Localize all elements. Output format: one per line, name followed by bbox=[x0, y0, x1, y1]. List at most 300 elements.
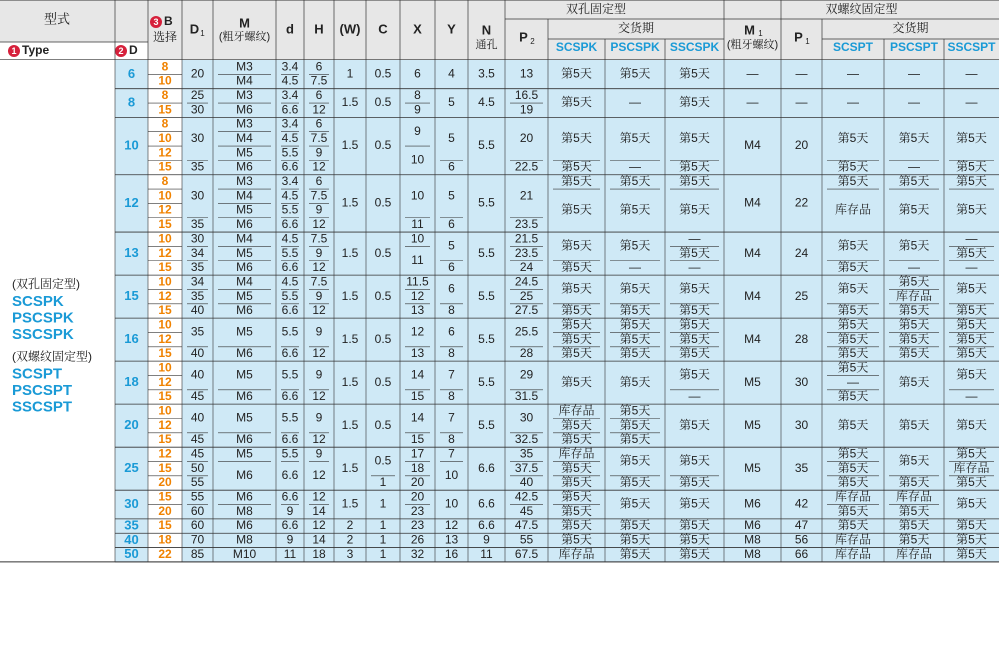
cell-Y: 10 bbox=[444, 496, 459, 511]
b-value: 10 bbox=[158, 274, 172, 289]
b-value: 15 bbox=[158, 159, 172, 174]
cell-N: 5.5 bbox=[478, 374, 495, 389]
cell-Y: 6 bbox=[448, 324, 455, 339]
header-w: (W) bbox=[339, 21, 361, 37]
cell-P1: 47 bbox=[794, 518, 809, 533]
cell-t3: 第5天 bbox=[956, 317, 987, 332]
type-text: SCSPT bbox=[12, 365, 63, 383]
cell-P1: — bbox=[795, 95, 808, 110]
cell-k3: 第5天 bbox=[679, 95, 710, 110]
cell-k1: 第5天 bbox=[561, 95, 592, 110]
cell-P1: 20 bbox=[794, 138, 809, 153]
cell-D1: 35 bbox=[190, 260, 205, 275]
cell-t3: 库存品 bbox=[953, 460, 990, 475]
cell-k1: 库存品 bbox=[558, 546, 595, 561]
cell-N: 5.5 bbox=[478, 195, 495, 210]
b-value: 12 bbox=[158, 331, 172, 346]
cell-M: M4 bbox=[236, 231, 253, 246]
cell-X: 23 bbox=[410, 503, 425, 518]
cell-D1: 45 bbox=[190, 389, 205, 404]
cell-M: M6 bbox=[236, 389, 253, 404]
d-value: 35 bbox=[124, 517, 139, 533]
cell-Y: 5 bbox=[448, 188, 455, 203]
cell-k2: 第5天 bbox=[619, 238, 651, 253]
b-value: 12 bbox=[158, 288, 172, 303]
cell-d: 5.5 bbox=[281, 324, 299, 339]
cell-k1: 第5天 bbox=[561, 374, 592, 389]
cell-k2: 第5天 bbox=[619, 417, 651, 432]
cell-M1: M5 bbox=[744, 374, 761, 389]
cell-X: 15 bbox=[410, 432, 425, 447]
cell-k2: 第5天 bbox=[619, 496, 651, 511]
b-value: 15 bbox=[158, 260, 172, 275]
cell-H: 12 bbox=[312, 159, 326, 174]
d-value: 15 bbox=[124, 288, 139, 304]
cell-M: M4 bbox=[236, 131, 253, 146]
cell-Y: 6 bbox=[448, 281, 455, 296]
cell-D1: 35 bbox=[190, 288, 205, 303]
cell-X: 13 bbox=[410, 346, 425, 361]
cell-X: 20 bbox=[410, 489, 425, 504]
header-h: H bbox=[314, 21, 324, 37]
cell-t3: — bbox=[965, 95, 978, 110]
cell-P2: 67.5 bbox=[514, 546, 539, 561]
header-p1-sub: 1 bbox=[805, 37, 810, 47]
cell-t2: 第5天 bbox=[898, 518, 930, 533]
cell-Y: 16 bbox=[444, 546, 459, 561]
cell-Y: 4 bbox=[448, 66, 455, 81]
cell-Y: 6 bbox=[448, 217, 455, 232]
cell-H: 7.5 bbox=[310, 131, 328, 146]
cell-t1: 库存品 bbox=[834, 202, 872, 217]
b-value: 15 bbox=[158, 217, 172, 232]
header-d-label: D bbox=[129, 43, 138, 58]
header-pscspk: PSCSPK bbox=[610, 40, 660, 55]
cell-M1: M8 bbox=[744, 532, 761, 547]
b-value: 15 bbox=[158, 102, 172, 117]
cell-P1: 30 bbox=[794, 374, 809, 389]
b-value: 8 bbox=[161, 59, 169, 74]
cell-C: 0.5 bbox=[374, 195, 392, 210]
cell-C: 0.5 bbox=[374, 288, 392, 303]
cell-d: 9 bbox=[286, 532, 294, 547]
cell-N: 5.5 bbox=[478, 331, 495, 346]
cell-t3: 第5天 bbox=[956, 367, 987, 382]
cell-t1: 第5天 bbox=[837, 331, 869, 346]
b-value: 12 bbox=[158, 145, 172, 160]
cell-C: 0.5 bbox=[374, 95, 392, 110]
cell-M: M6 bbox=[236, 102, 253, 117]
cell-W: 3 bbox=[346, 546, 354, 561]
cell-t1: 第5天 bbox=[837, 317, 869, 332]
cell-P2: 32.5 bbox=[514, 432, 539, 447]
type-text: SSCSPT bbox=[12, 398, 73, 416]
cell-M: M6 bbox=[236, 432, 253, 447]
cell-H: 12 bbox=[312, 389, 326, 404]
cell-H: 6 bbox=[315, 59, 323, 74]
cell-t1: 第5天 bbox=[837, 518, 869, 533]
cell-t2: 第5天 bbox=[898, 202, 930, 217]
cell-W: 1.5 bbox=[341, 460, 359, 475]
header-type-label: Type bbox=[22, 43, 50, 58]
cell-H: 9 bbox=[315, 446, 323, 461]
cell-P2: 37.5 bbox=[514, 460, 539, 475]
header-section-hole: 双孔固定型 bbox=[565, 2, 627, 17]
type-text: SSCSPK bbox=[12, 325, 74, 343]
cell-k3: 第5天 bbox=[679, 453, 710, 468]
b-value: 15 bbox=[158, 432, 172, 447]
cell-D1: 40 bbox=[190, 346, 205, 361]
cell-H: 12 bbox=[312, 303, 326, 318]
cell-k3: 第5天 bbox=[679, 202, 710, 217]
cell-k1: 第5天 bbox=[561, 417, 592, 432]
cell-Y: 13 bbox=[444, 532, 459, 547]
cell-k1: 第5天 bbox=[561, 202, 592, 217]
cell-M: M3 bbox=[236, 116, 253, 131]
cell-d: 6.6 bbox=[281, 468, 299, 483]
cell-M1: M5 bbox=[744, 460, 761, 475]
cell-t1: — bbox=[847, 66, 859, 81]
cell-t1: 第5天 bbox=[837, 131, 869, 146]
cell-k2: — bbox=[629, 95, 641, 110]
b-value: 8 bbox=[161, 88, 169, 103]
cell-k2: 第5天 bbox=[619, 432, 651, 447]
b-value: 12 bbox=[158, 446, 172, 461]
type-text: (双孔固定型) bbox=[12, 277, 80, 292]
cell-Y: 5 bbox=[448, 95, 455, 110]
d-value: 6 bbox=[127, 65, 136, 81]
cell-d: 4.5 bbox=[281, 131, 299, 146]
cell-C: 0.5 bbox=[374, 417, 392, 432]
cell-t3: 第5天 bbox=[956, 331, 987, 346]
cell-k3: 第5天 bbox=[679, 518, 710, 533]
cell-M: M6 bbox=[236, 346, 253, 361]
header-d1: D bbox=[189, 21, 200, 37]
cell-t2: 第5天 bbox=[898, 317, 930, 332]
cell-P1: 30 bbox=[794, 417, 809, 432]
cell-k1: 第5天 bbox=[561, 432, 592, 447]
cell-P1: 22 bbox=[794, 195, 809, 210]
cell-d: 3.4 bbox=[281, 59, 299, 74]
header-section-thread: 双螺纹固定型 bbox=[825, 2, 898, 17]
cell-D1: 55 bbox=[190, 489, 205, 504]
cell-t1: 第5天 bbox=[837, 346, 869, 361]
header-scspt: SCSPT bbox=[832, 40, 874, 55]
cell-t3: 第5天 bbox=[956, 546, 987, 561]
cell-C: 0.5 bbox=[374, 138, 392, 153]
cell-W: 1.5 bbox=[341, 374, 359, 389]
cell-d: 9 bbox=[286, 503, 294, 518]
cell-M: M5 bbox=[236, 410, 253, 425]
cell-d: 6.6 bbox=[281, 518, 299, 533]
cell-t1: 第5天 bbox=[837, 417, 869, 432]
cell-Y: 8 bbox=[448, 432, 455, 447]
cell-N: 5.5 bbox=[478, 417, 495, 432]
type-text: PSCSPK bbox=[12, 309, 74, 327]
cell-k2: 第5天 bbox=[619, 281, 651, 296]
cell-M1: — bbox=[746, 66, 759, 81]
cell-d: 5.5 bbox=[281, 288, 299, 303]
b-value: 12 bbox=[158, 245, 172, 260]
header-m1-sub: 1 bbox=[758, 29, 763, 39]
cell-M1: M4 bbox=[744, 288, 761, 303]
cell-M: M4 bbox=[236, 73, 253, 88]
cell-k1: 第5天 bbox=[561, 238, 592, 253]
cell-k1: 第5天 bbox=[561, 532, 592, 547]
b-value: 10 bbox=[158, 231, 172, 246]
cell-M1: M8 bbox=[744, 546, 761, 561]
cell-t3: 第5天 bbox=[956, 174, 987, 189]
header-m1-note: (粗牙螺纹) bbox=[726, 38, 779, 51]
cell-d: 6.6 bbox=[281, 217, 299, 232]
cell-d: 5.5 bbox=[281, 410, 299, 425]
cell-P2: 30 bbox=[519, 410, 534, 425]
cell-Y: 6 bbox=[448, 159, 455, 174]
cell-d: 6.6 bbox=[281, 260, 299, 275]
cell-k3: 第5天 bbox=[679, 303, 710, 318]
d-value: 25 bbox=[124, 460, 139, 476]
header-c: C bbox=[378, 21, 388, 37]
cell-t2: — bbox=[908, 66, 920, 81]
cell-t3: — bbox=[965, 66, 978, 81]
type-text: SCSPK bbox=[12, 292, 64, 310]
cell-M: M6 bbox=[236, 303, 253, 318]
cell-H: 12 bbox=[312, 468, 326, 483]
cell-M: M4 bbox=[236, 188, 253, 203]
cell-k1: 第5天 bbox=[561, 159, 592, 174]
header-y: Y bbox=[447, 21, 456, 37]
cell-M1: M5 bbox=[744, 417, 761, 432]
cell-W: 1.5 bbox=[341, 496, 359, 511]
header-m1: M bbox=[744, 22, 755, 38]
cell-d: 5.5 bbox=[281, 367, 299, 382]
header-b-sub: 选择 bbox=[152, 30, 178, 45]
d-value: 40 bbox=[124, 531, 139, 547]
cell-k3: 第5天 bbox=[679, 245, 710, 260]
cell-X: 20 bbox=[410, 475, 425, 490]
cell-k2: 第5天 bbox=[619, 174, 651, 189]
cell-H: 12 bbox=[312, 260, 326, 275]
cell-D1: 35 bbox=[190, 217, 205, 232]
cell-W: 1.5 bbox=[341, 138, 359, 153]
cell-W: 1.5 bbox=[341, 245, 359, 260]
cell-D1: 50 bbox=[190, 460, 205, 475]
b-value: 12 bbox=[158, 202, 172, 217]
cell-P2: 21.5 bbox=[514, 231, 539, 246]
header-m-sub: (粗牙螺纹) bbox=[218, 30, 271, 43]
cell-P2: 25 bbox=[519, 288, 534, 303]
cell-k3: 第5天 bbox=[679, 532, 710, 547]
cell-t2: 第5天 bbox=[898, 274, 930, 289]
cell-H: 9 bbox=[315, 410, 323, 425]
cell-P1: 42 bbox=[794, 496, 809, 511]
header-n-sub: 通孔 bbox=[475, 38, 498, 51]
cell-t3: 第5天 bbox=[956, 475, 987, 490]
cell-P2: 23.5 bbox=[514, 217, 539, 232]
cell-W: 1.5 bbox=[341, 95, 359, 110]
cell-t1: — bbox=[847, 95, 859, 110]
cell-P1: 66 bbox=[794, 546, 809, 561]
cell-P2: 31.5 bbox=[514, 389, 539, 404]
cell-D1: 70 bbox=[190, 532, 205, 547]
b-value: 22 bbox=[158, 546, 172, 561]
cell-M: M6 bbox=[236, 518, 253, 533]
cell-X: 10 bbox=[410, 152, 425, 167]
cell-M1: M6 bbox=[744, 496, 761, 511]
d-value: 18 bbox=[124, 374, 139, 390]
cell-X: 6 bbox=[414, 66, 421, 81]
cell-C: 0.5 bbox=[374, 331, 392, 346]
cell-M: M6 bbox=[236, 260, 253, 275]
header-x: X bbox=[413, 21, 422, 37]
cell-d: 6.6 bbox=[281, 432, 299, 447]
cell-k2: 第5天 bbox=[619, 475, 651, 490]
cell-M: M3 bbox=[236, 59, 253, 74]
cell-M1: M6 bbox=[744, 518, 761, 533]
cell-D1: 60 bbox=[190, 518, 205, 533]
cell-Y: 8 bbox=[448, 346, 455, 361]
b-value: 15 bbox=[158, 518, 172, 533]
cell-X: 8 bbox=[414, 88, 421, 103]
cell-k2: 第5天 bbox=[619, 131, 651, 146]
cell-N: 6.6 bbox=[478, 518, 495, 533]
b-value: 12 bbox=[158, 417, 172, 432]
cell-d: 6.6 bbox=[281, 102, 299, 117]
cell-t2: 第5天 bbox=[898, 475, 930, 490]
cell-D1: 55 bbox=[190, 475, 205, 490]
cell-P2: 20 bbox=[519, 131, 534, 146]
header-p1: P bbox=[794, 29, 803, 45]
cell-W: 1.5 bbox=[341, 417, 359, 432]
cell-M: M5 bbox=[236, 145, 253, 160]
cell-X: 12 bbox=[410, 288, 425, 303]
cell-t3: 第5天 bbox=[956, 417, 987, 432]
cell-t2: 第5天 bbox=[898, 346, 930, 361]
header-m: M bbox=[239, 15, 250, 31]
cell-t1: 第5天 bbox=[837, 238, 869, 253]
cell-M: M4 bbox=[236, 274, 253, 289]
cell-C: 1 bbox=[379, 475, 387, 490]
b-value: 10 bbox=[158, 317, 172, 332]
cell-k2: 第5天 bbox=[619, 453, 651, 468]
cell-k2: 第5天 bbox=[619, 374, 651, 389]
cell-Y: 8 bbox=[448, 389, 455, 404]
cell-d: 4.5 bbox=[281, 188, 299, 203]
cell-M: M3 bbox=[236, 174, 253, 189]
cell-t1: 第5天 bbox=[837, 303, 869, 318]
b-value: 10 bbox=[158, 403, 172, 418]
header-delivery-thread: 交货期 bbox=[892, 21, 929, 36]
cell-t3: 第5天 bbox=[956, 245, 987, 260]
cell-M: M6 bbox=[236, 489, 253, 504]
cell-N: 3.5 bbox=[478, 66, 495, 81]
cell-t1: 第5天 bbox=[837, 446, 869, 461]
type-circle-number: 1 bbox=[11, 45, 17, 56]
header-delivery-hole: 交货期 bbox=[617, 21, 655, 36]
cell-X: 14 bbox=[410, 367, 425, 382]
cell-d: 4.5 bbox=[281, 274, 299, 289]
cell-W: 2 bbox=[346, 532, 354, 547]
cell-H: 12 bbox=[312, 432, 326, 447]
cell-N: 5.5 bbox=[478, 138, 495, 153]
b-value: 15 bbox=[158, 346, 172, 361]
cell-D1: 40 bbox=[190, 303, 205, 318]
cell-C: 0.5 bbox=[374, 66, 392, 81]
b-value: 18 bbox=[158, 532, 172, 547]
cell-C: 0.5 bbox=[374, 374, 392, 389]
d-value: 12 bbox=[124, 194, 139, 210]
header-d: d bbox=[286, 21, 294, 37]
cell-t1: — bbox=[847, 374, 859, 389]
cell-k3: 第5天 bbox=[679, 346, 710, 361]
cell-N: 5.5 bbox=[478, 288, 495, 303]
cell-k1: 第5天 bbox=[561, 174, 592, 189]
cell-t1: 第5天 bbox=[837, 389, 869, 404]
cell-H: 9 bbox=[315, 202, 323, 217]
cell-M1: M4 bbox=[744, 138, 761, 153]
cell-C: 0.5 bbox=[374, 245, 392, 260]
cell-k1: 第5天 bbox=[561, 475, 592, 490]
cell-d: 6.6 bbox=[281, 346, 299, 361]
cell-Y: 5 bbox=[448, 131, 455, 146]
cell-t3: 第5天 bbox=[956, 446, 987, 461]
cell-k3: — bbox=[688, 260, 701, 275]
type-text: PSCSPT bbox=[12, 381, 73, 399]
cell-X: 18 bbox=[410, 460, 425, 475]
cell-k2: 第5天 bbox=[619, 66, 651, 81]
cell-Y: 10 bbox=[444, 468, 459, 483]
cell-H: 6 bbox=[315, 174, 323, 189]
cell-k1: 库存品 bbox=[558, 446, 595, 461]
cell-X: 32 bbox=[410, 546, 425, 561]
cell-H: 9 bbox=[315, 367, 323, 382]
cell-M: M6 bbox=[236, 159, 253, 174]
d-value: 8 bbox=[127, 94, 136, 110]
cell-k2: 第5天 bbox=[619, 532, 651, 547]
cell-P2: 23.5 bbox=[514, 245, 539, 260]
cell-M: M5 bbox=[236, 288, 253, 303]
cell-P2: 13 bbox=[519, 66, 534, 81]
cell-P2: 19 bbox=[519, 102, 534, 117]
cell-H: 9 bbox=[315, 324, 323, 339]
cell-k1: 第5天 bbox=[561, 303, 592, 318]
cell-t2: 库存品 bbox=[895, 489, 933, 504]
cell-k3: 第5天 bbox=[679, 417, 710, 432]
cell-H: 12 bbox=[312, 217, 326, 232]
cell-Y: 7 bbox=[448, 367, 455, 382]
cell-D1: 34 bbox=[190, 245, 205, 260]
cell-X: 14 bbox=[410, 410, 425, 425]
cell-k2: 第5天 bbox=[619, 202, 651, 217]
d-circle-number: 2 bbox=[118, 45, 124, 56]
cell-D1: 25 bbox=[190, 88, 205, 103]
cell-t3: 第5天 bbox=[956, 159, 987, 174]
cell-k1: 第5天 bbox=[561, 281, 592, 296]
cell-k2: — bbox=[629, 159, 641, 174]
cell-d: 6.6 bbox=[281, 489, 299, 504]
cell-P2: 35 bbox=[519, 446, 534, 461]
cell-d: 5.5 bbox=[281, 446, 299, 461]
d-value: 50 bbox=[124, 546, 139, 562]
cell-X: 9 bbox=[414, 102, 421, 117]
b-value: 12 bbox=[158, 374, 172, 389]
cell-X: 11.5 bbox=[406, 274, 429, 289]
cell-k1: 第5天 bbox=[561, 346, 592, 361]
cell-P1: 35 bbox=[794, 460, 809, 475]
header-sscspk: SSCSPK bbox=[669, 40, 720, 55]
cell-t3: 第5天 bbox=[956, 346, 987, 361]
cell-P1: — bbox=[795, 66, 808, 81]
